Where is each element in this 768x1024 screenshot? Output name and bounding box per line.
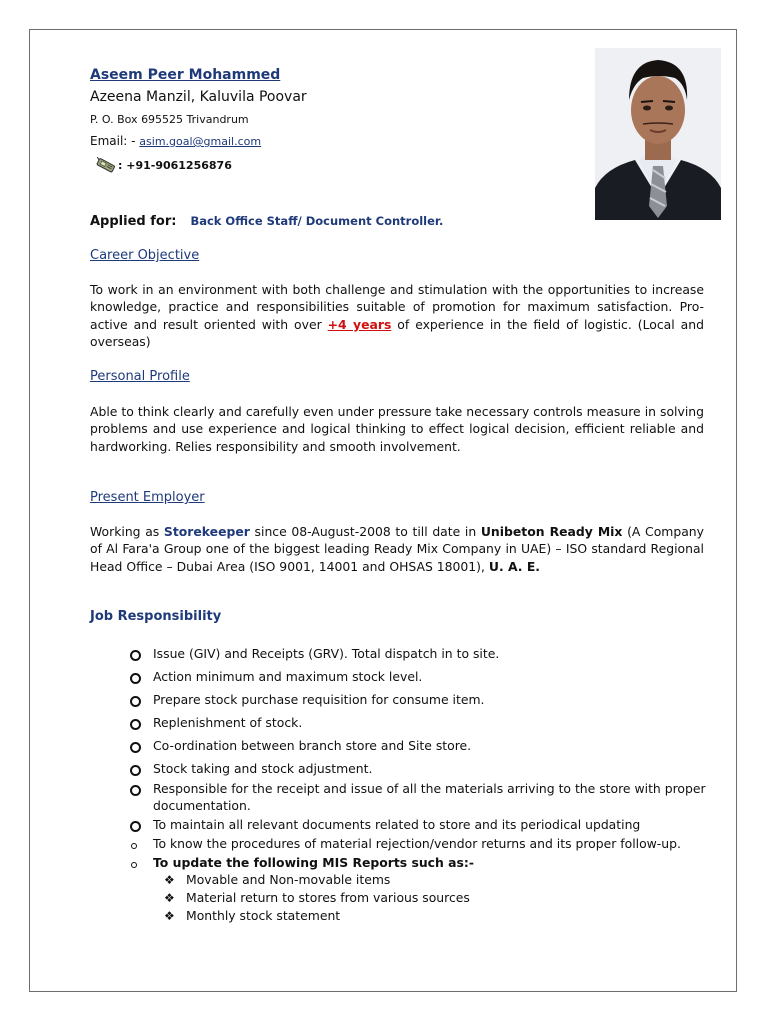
employer-text-3: (A Company of Al Fara'a Group one of the biggest leading Ready Mix Company in UAE) – ISO standard Regional Head Office – Dubai Area (ISO 9001, 14001 and OHSAS 18001),: [90, 524, 704, 574]
list-item: [130, 816, 710, 833]
employer-text-1: Working as: [90, 524, 164, 539]
job-responsibility-heading: Job Responsibility: [90, 609, 222, 624]
present-employer-heading: Present Employer: [90, 490, 205, 505]
sub-list-item: [164, 907, 710, 925]
diamond-bullet-icon: ❖: [164, 909, 175, 923]
responsibility-list: [130, 645, 710, 925]
list-item: [130, 714, 710, 731]
bullet-icon: [131, 862, 137, 868]
bullet-icon: [130, 673, 141, 684]
personal-profile-text: Able to think clearly and carefully even under pressure take necessary controls measure in solving problems and use experience and logical thinking to effect logical decision, efficient reliable and hardworking. Relies responsibility and smooth involvement.: [90, 404, 704, 454]
bullet-icon: [130, 785, 141, 796]
list-item-text: Issue (GIV) and Receipts (GRV). Total dispatch in to site.: [153, 646, 500, 661]
email-label: Email: -: [90, 134, 140, 148]
address-line: Azeena Manzil, Kaluvila Poovar: [90, 89, 307, 105]
phone-number: : +91-9061256876: [118, 159, 232, 172]
list-item: [130, 835, 710, 852]
candidate-name: Aseem Peer Mohammed: [90, 67, 281, 83]
bullet-icon: [130, 696, 141, 707]
mobile-phone-icon: [94, 157, 118, 175]
applied-label: Applied for:: [90, 214, 177, 229]
list-item-text: Responsible for the receipt and issue of all the materials arriving to the store with proper documentation.: [153, 781, 706, 813]
list-item-text: Co-ordination between branch store and Site store.: [153, 738, 472, 753]
employer-text-2: since 08-August-2008 to till date in: [249, 524, 481, 539]
sub-list-item: [164, 871, 710, 889]
bullet-icon: [130, 650, 141, 661]
phone-line: [94, 157, 232, 175]
list-item: [130, 645, 710, 662]
career-text-end: of experience in the field of logistic. (Local and overseas): [90, 316, 704, 350]
employer-role: Storekeeper: [163, 524, 250, 539]
bullet-icon: [130, 765, 141, 776]
email-line: [90, 134, 261, 148]
bullet-icon: [130, 742, 141, 753]
profile-photo: [595, 48, 721, 220]
employer-company: Unibeton Ready Mix: [480, 524, 623, 539]
diamond-bullet-icon: ❖: [164, 873, 175, 887]
sub-list-item-text: Movable and Non-movable items: [186, 872, 391, 887]
mis-report-list: [153, 871, 710, 925]
employer-country: U. A. E.: [488, 558, 540, 574]
career-text-start: To work in an environment with both challenge and stimulation with the opportunities to increase knowledge, practice and responsibilities suitable of promotion for maximum satisfaction. Pro-active and result oriented with over: [90, 282, 704, 332]
personal-profile-heading: Personal Profile: [90, 369, 190, 384]
sub-list-item: [164, 889, 710, 907]
career-objective-heading: Career Objective: [90, 248, 200, 263]
applied-position: Back Office Staff/ Document Controller.: [190, 214, 444, 228]
list-item-text: Replenishment of stock.: [153, 715, 303, 730]
list-item-text: Action minimum and maximum stock level.: [153, 669, 423, 684]
sub-list-item-text: Material return to stores from various sources: [186, 890, 470, 905]
list-item: [130, 760, 710, 777]
list-item-text: Stock taking and stock adjustment.: [153, 761, 373, 776]
applied-for: [90, 214, 443, 229]
present-employer-text: [90, 523, 704, 575]
bullet-icon: [131, 843, 137, 849]
experience-years: +4 years: [327, 316, 392, 332]
list-item-text: Prepare stock purchase requisition for consume item.: [153, 692, 485, 707]
list-item-text: To maintain all relevant documents related to store and its periodical updating: [153, 817, 641, 832]
list-item: [130, 737, 710, 754]
list-item-text: To know the procedures of material rejection/vendor returns and its proper follow-up.: [153, 836, 681, 851]
career-objective-text: [90, 281, 704, 351]
diamond-bullet-icon: ❖: [164, 891, 175, 905]
list-item: [130, 668, 710, 685]
list-item-text: To update the following MIS Reports such as:-: [153, 855, 474, 870]
email-link[interactable]: asim.goal@gmail.com: [139, 135, 262, 148]
list-item: [130, 854, 710, 925]
sub-list-item-text: Monthly stock statement: [186, 908, 341, 923]
bullet-icon: [130, 821, 141, 832]
list-item: [130, 691, 710, 708]
bullet-icon: [130, 719, 141, 730]
list-item: [130, 780, 710, 814]
po-box-line: P. O. Box 695525 Trivandrum: [90, 113, 249, 126]
